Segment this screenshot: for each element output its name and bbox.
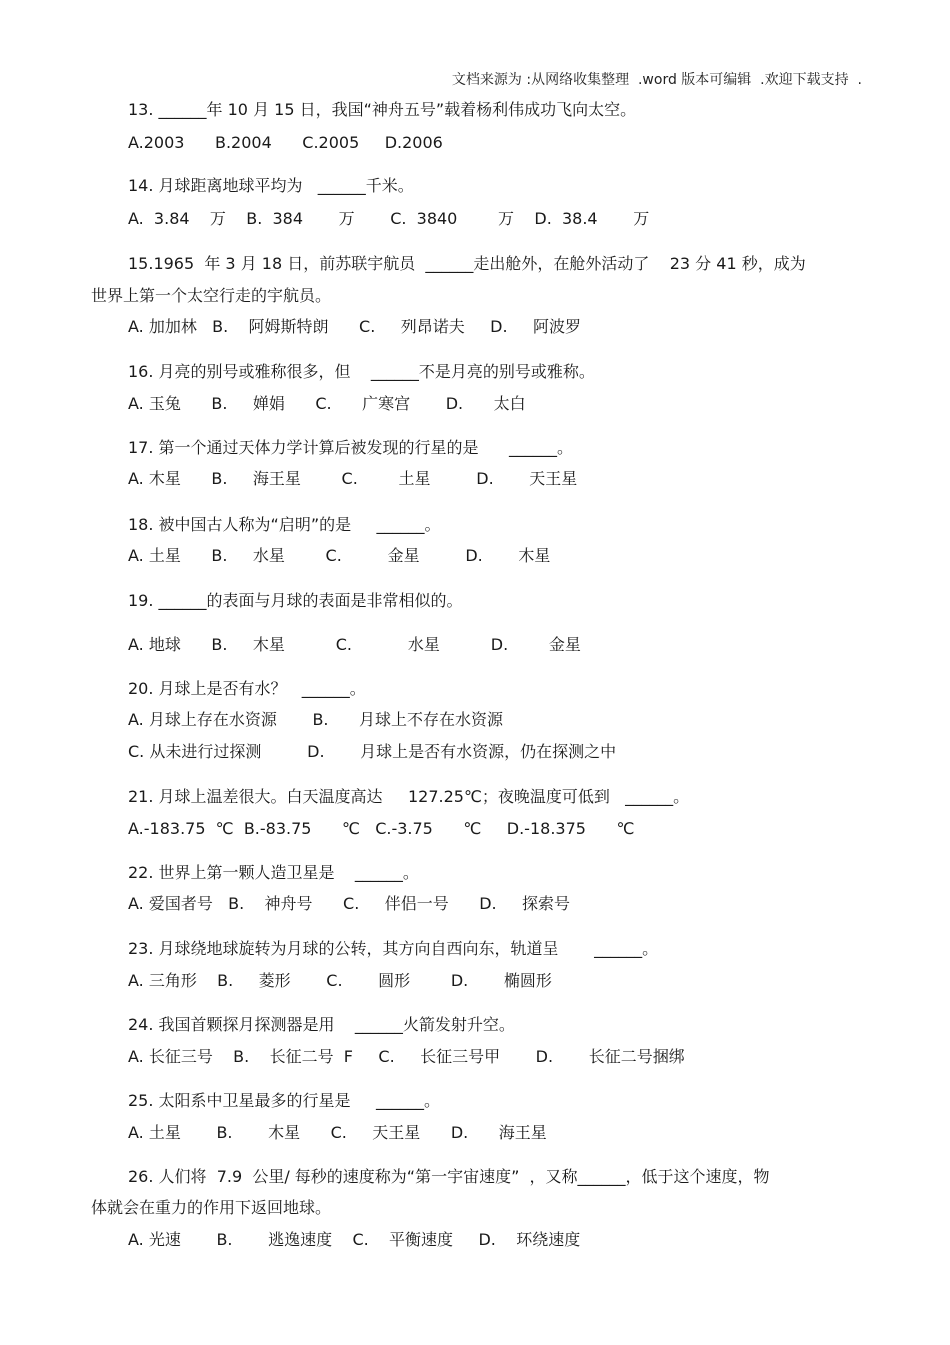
question-23: 23. 月球绕地球旋转为月球的公转，其方向自西向东，轨道呈 ______。	[128, 939, 659, 958]
question-22-options: A. 爱国者号 B. 神舟号 C. 伴侣一号 D. 探索号	[128, 894, 571, 913]
page-header-note: 文档来源为 :从网络收集整理 .word 版本可编辑 .欢迎下载支持 .	[451, 72, 862, 88]
question-21-options: A.-183.75 ℃ B.-83.75 ℃ C.-3.75 ℃ D.-18.375 ℃	[128, 819, 635, 838]
question-23-options: A. 三角形 B. 菱形 C. 圆形 D. 椭圆形	[128, 971, 552, 990]
question-16: 16. 月亮的别号或雅称很多，但 ______不是月亮的别号或雅称。	[128, 362, 595, 381]
question-20: 20. 月球上是否有水？ ______。	[128, 679, 366, 698]
question-20-options-ab: A. 月球上存在水资源 B. 月球上不存在水资源	[128, 710, 504, 729]
question-15-continued: 世界上第一个太空行走的宇航员。	[91, 286, 332, 305]
question-14-options: A. 3.84 万 B. 384 万 C. 3840 万 D. 38.4 万	[128, 209, 650, 228]
question-16-options: A. 玉兔 B. 婵娟 C. 广寒宫 D. 太白	[128, 394, 526, 413]
question-13-options: A.2003 B.2004 C.2005 D.2006	[128, 133, 443, 152]
question-13: 13. ______年 10 月 15 日，我国“神舟五号”载着杨利伟成功飞向太空。	[128, 100, 637, 119]
question-15: 15.1965 年 3 月 18 日，前苏联宇航员 ______走出舱外，在舱外活动了 23 分 41 秒，成为	[128, 254, 806, 273]
question-26-continued: 体就会在重力的作用下返回地球。	[91, 1198, 332, 1217]
question-19-options: A. 地球 B. 木星 C. 水星 D. 金星	[128, 635, 581, 654]
question-19: 19. ______的表面与月球的表面是非常相似的。	[128, 591, 463, 610]
question-25-options: A. 土星 B. 木星 C. 天王星 D. 海王星	[128, 1123, 547, 1142]
question-25: 25. 太阳系中卫星最多的行星是 ______。	[128, 1091, 440, 1110]
question-21: 21. 月球上温差很大。白天温度高达 127.25℃；夜晚温度可低到 ______。	[128, 787, 690, 806]
question-26-options: A. 光速 B. 逃逸速度 C. 平衡速度 D. 环绕速度	[128, 1230, 581, 1249]
question-18-options: A. 土星 B. 水星 C. 金星 D. 木星	[128, 546, 551, 565]
question-15-options: A. 加加林 B. 阿姆斯特朗 C. 列昂诺夫 D. 阿波罗	[128, 317, 581, 336]
question-14: 14. 月球距离地球平均为 ______千米。	[128, 176, 414, 195]
question-24-options: A. 长征三号 B. 长征二号 F C. 长征三号甲 D. 长征二号捆绑	[128, 1047, 685, 1066]
question-20-options-cd: C. 从未进行过探测 D. 月球上是否有水资源，仍在探测之中	[128, 742, 617, 761]
question-26: 26. 人们将 7.9 公里/ 每秒的速度称为“第一宇宙速度” ，又称______，低于这个速度，物	[128, 1167, 770, 1186]
question-18: 18. 被中国古人称为“启明”的是 ______。	[128, 515, 441, 534]
question-22: 22. 世界上第一颗人造卫星是 ______。	[128, 863, 419, 882]
question-24: 24. 我国首颗探月探测器是用 ______火箭发射升空。	[128, 1015, 515, 1034]
question-17: 17. 第一个通过天体力学计算后被发现的行星的是 ______。	[128, 438, 574, 457]
question-17-options: A. 木星 B. 海王星 C. 土星 D. 天王星	[128, 469, 578, 488]
